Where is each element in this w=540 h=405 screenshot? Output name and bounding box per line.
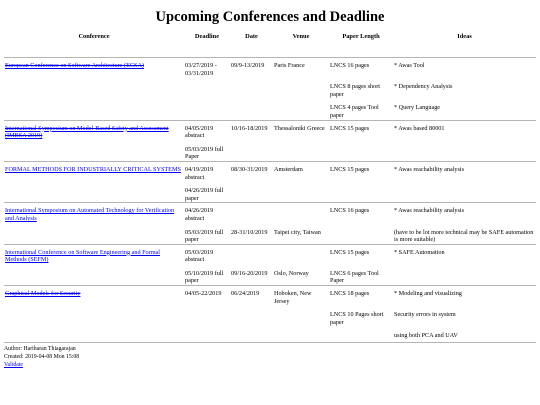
- cell-paper-length: LNCS 6 pages Tool Paper: [330, 269, 379, 285]
- cell-conference: [4, 77, 184, 98]
- conference-link[interactable]: FORMAL METHODS FOR INDUSTRIALLY CRITICAL SYSTEMS: [5, 165, 181, 173]
- cell-venue: Paris France: [273, 58, 329, 78]
- cell-date: 08/30-31/2019: [230, 161, 273, 181]
- cell-date: 09/16-20/2019: [231, 269, 268, 277]
- cell-deadline: 05/10/2019 full paper: [185, 269, 224, 285]
- cell-ideas: * Awas reachability analysis: [393, 203, 536, 223]
- conference-table: [4, 33, 536, 340]
- cell-conference: [4, 305, 184, 326]
- table-row: [4, 140, 536, 162]
- cell-paper-length: [329, 140, 393, 162]
- header-venue: Venue: [273, 33, 329, 58]
- cell-conference: [4, 140, 184, 162]
- cell-deadline: 05/03/2019 abstract: [184, 244, 230, 264]
- cell-date: 10/16-18/2019: [230, 120, 273, 140]
- cell-date: 06/24/2019: [230, 286, 273, 306]
- cell-venue: [273, 181, 329, 203]
- cell-date: [230, 326, 273, 340]
- cell-paper-length: LNCS 15 pages: [329, 120, 393, 140]
- cell-ideas: [393, 140, 536, 162]
- cell-deadline: 04/26/2019 abstract: [184, 203, 230, 223]
- header-deadline: Deadline: [184, 33, 230, 58]
- cell-ideas: * Modeling and visualizing: [393, 286, 536, 306]
- table-row: [4, 98, 536, 120]
- conference-link[interactable]: International Symposium on Model-Based Safety and Assessment (IMBSA 2019): [5, 124, 169, 140]
- cell-paper-length: LNCS 8 pages short paper: [330, 83, 381, 98]
- table-row: [4, 161, 536, 181]
- cell-paper-length: [329, 223, 393, 245]
- cell-ideas: [393, 181, 536, 203]
- cell-conference: [4, 120, 184, 140]
- cell-paper-length: LNCS 15 pages: [329, 161, 393, 181]
- cell-paper-length: LNCS 10 Pages short paper: [330, 311, 384, 326]
- cell-deadline: 04/26/2019 full paper: [185, 187, 224, 202]
- cell-paper-length: [329, 326, 393, 340]
- table-row: [4, 181, 536, 203]
- cell-date: [230, 181, 273, 203]
- cell-conference: [4, 286, 184, 306]
- cell-deadline: [184, 305, 230, 326]
- cell-venue: [273, 305, 329, 326]
- cell-conference: [4, 244, 184, 264]
- table-row: [4, 286, 536, 306]
- cell-paper-length: LNCS 16 pages: [329, 203, 393, 223]
- cell-date: [230, 140, 273, 162]
- cell-venue: [273, 203, 329, 223]
- cell-ideas: * Awas based 80001: [393, 120, 536, 140]
- table-row: [4, 203, 536, 223]
- table-row: [4, 244, 536, 264]
- table-row: [4, 120, 536, 140]
- header-conference: Conference: [4, 33, 184, 58]
- header-ideas: Ideas: [393, 33, 536, 58]
- cell-conference: [4, 58, 184, 78]
- cell-ideas: * Awas Tool: [393, 58, 536, 78]
- cell-venue: Amsterdam: [273, 161, 329, 181]
- cell-date: [230, 244, 273, 264]
- cell-ideas: * SAFE Automation: [393, 244, 536, 264]
- table-row: [4, 223, 536, 245]
- cell-conference: [4, 223, 184, 245]
- table-row: [4, 264, 536, 286]
- cell-paper-length: LNCS 16 pages: [329, 58, 393, 78]
- cell-date: [230, 98, 273, 120]
- cell-paper-length: LNCS 15 pages: [329, 244, 393, 264]
- cell-deadline: [184, 77, 230, 98]
- created-line: Created: 2019-04-08 Mon 15:08: [4, 353, 80, 360]
- cell-venue: [273, 77, 329, 98]
- cell-deadline: [184, 326, 230, 340]
- cell-deadline: 05/03/2019 full Paper: [185, 145, 224, 161]
- cell-ideas: * Query Language: [394, 104, 441, 112]
- cell-venue: [273, 244, 329, 264]
- cell-venue: Oslo, Norway: [274, 269, 309, 277]
- cell-paper-length: [329, 181, 393, 203]
- cell-venue: Taipei city, Taiwan: [274, 228, 321, 236]
- cell-paper-length: LNCS 18 pages: [329, 286, 393, 306]
- cell-deadline: 04/05-22/2019: [184, 286, 230, 306]
- cell-ideas: using both PCA and UAV: [394, 332, 458, 340]
- cell-ideas: * Dependency Analysis: [394, 83, 453, 91]
- cell-conference: [4, 181, 184, 203]
- header-date: Date: [230, 33, 273, 58]
- conference-link[interactable]: European Conference on Software Architecture (ECSA): [5, 62, 144, 69]
- cell-date: 09/9-13/2019: [230, 58, 273, 78]
- cell-date: [230, 77, 273, 98]
- cell-date: [230, 305, 273, 326]
- cell-deadline: 03/27/2019 - 03/31/2019: [184, 58, 230, 78]
- table-row: [4, 58, 536, 78]
- cell-conference: [4, 161, 184, 181]
- cell-venue: [273, 140, 329, 162]
- cell-ideas: Security errors in system: [394, 311, 456, 319]
- cell-venue: Hoboken, New Jersey: [273, 286, 329, 306]
- cell-venue: [273, 98, 329, 120]
- cell-paper-length: LNCS 4 pages Tool paper: [330, 104, 379, 119]
- page-title: Upcoming Conferences and Deadline: [155, 9, 385, 25]
- validate-link[interactable]: Validate: [4, 361, 23, 368]
- cell-deadline: [184, 98, 230, 120]
- conference-link[interactable]: Graphical Models for Security: [5, 290, 81, 298]
- cell-ideas: [393, 264, 536, 286]
- cell-conference: [4, 203, 184, 223]
- conference-link[interactable]: International Symposium on Automated Technology for Verification and Analysis: [5, 207, 175, 222]
- cell-conference: [4, 264, 184, 286]
- cell-conference: [4, 326, 184, 340]
- cell-date: [230, 203, 273, 223]
- cell-deadline: 04/05/2019 abstract: [184, 120, 230, 140]
- table-row: [4, 326, 536, 340]
- table-row: [4, 77, 536, 98]
- cell-ideas: (have to be lot more technical may be SAFE automation is more suitable): [394, 228, 534, 244]
- cell-deadline: 04/19/2019 abstract: [184, 161, 230, 181]
- cell-conference: [4, 98, 184, 120]
- table-header-row: [4, 33, 536, 58]
- postamble: [4, 342, 536, 369]
- cell-ideas: * Awas reachability analysis: [393, 161, 536, 181]
- header-paper-length: Paper Length: [329, 33, 393, 58]
- document-page: [4, 0, 536, 340]
- cell-deadline: 05/03/2019 full paper: [185, 228, 224, 244]
- cell-date: 28-31/10/2019: [231, 228, 268, 236]
- cell-venue: Thessaloniki Greece: [273, 120, 329, 140]
- cell-venue: [273, 326, 329, 340]
- table-row: [4, 305, 536, 326]
- table-body: [4, 58, 536, 341]
- author-line: Author: Hariharan Thiagarajan: [4, 346, 76, 352]
- conference-link[interactable]: International Conference on Software Engineering and Formal Methods (SEFM): [5, 248, 160, 264]
